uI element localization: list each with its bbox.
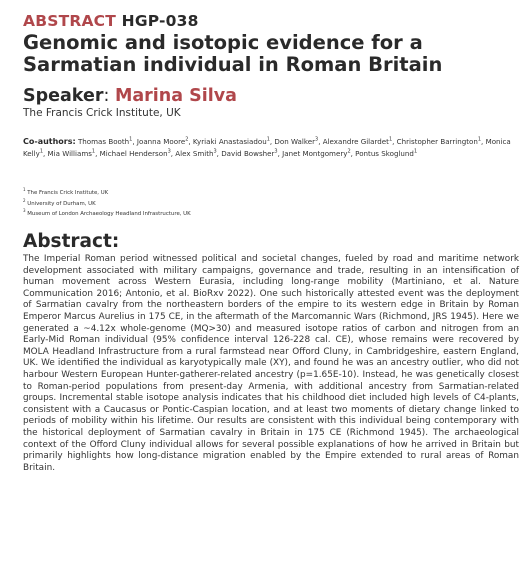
coauthor-names: Thomas Booth$^1$, Joanna Moore$^2$, Kyriaki Anastasiadou$^1$, Don Walker$^3$, Alexandre Gilardet$^1$, Christopher Barrington$^1$, Monica Kelly$^1$, Mia Williams$^1$, Michael Henderson$^3$, Alex Smith$^3$, David Bowsher$^3$, Janet Montgomery$^2$, Pontus Skoglund$^1$ — [23, 136, 511, 158]
coauthor — [221, 149, 277, 158]
coauthor — [175, 149, 216, 158]
coauthor-affiliation-marker: 3 — [315, 136, 319, 143]
coauthor-affiliation-marker: 1 — [39, 148, 43, 155]
coauthor-name: Alex Smith — [175, 149, 214, 158]
footnote-text: The Francis Crick Institute, UK — [25, 190, 109, 196]
coauthor — [355, 149, 417, 158]
paper-title — [23, 32, 518, 76]
abstract-heading: Abstract: — [23, 231, 120, 252]
coauthor-affiliation-marker: 3 — [213, 148, 217, 155]
coauthor — [323, 137, 392, 146]
coauthor-name: Christopher Barrington — [396, 137, 478, 146]
coauthor-name: Michael Henderson — [99, 149, 168, 158]
speaker-line — [23, 86, 237, 106]
coauthor-affiliation-marker: 1 — [266, 136, 270, 143]
coauthor — [397, 137, 481, 146]
footnote-number: 3 — [23, 208, 26, 214]
footnote — [23, 188, 191, 199]
footnote-number: 1 — [23, 187, 26, 193]
coauthor-affiliation-marker: 3 — [274, 148, 278, 155]
speaker-name: Marina Silva — [114, 86, 237, 106]
coauthor-affiliation-marker: 2 — [347, 148, 351, 155]
footnote — [23, 209, 191, 220]
coauthor — [48, 149, 96, 158]
paper-title-line-1: Genomic and isotopic evidence for a — [23, 31, 423, 54]
coauthor — [78, 137, 132, 146]
coauthor-affiliation-marker: 3 — [167, 148, 171, 155]
coauthor-name: Monica Kelly — [23, 137, 511, 158]
coauthor-name: Alexandre Gilardet — [322, 137, 389, 146]
paper-title-line-2: Sarmatian individual in Roman Britain — [23, 53, 443, 76]
footnote-text: University of Durham, UK — [25, 200, 96, 207]
coauthor-name: Janet Montgomery — [282, 149, 348, 158]
coauthor-name: Thomas Booth — [77, 137, 130, 146]
coauthor-affiliation-marker: 1 — [91, 148, 96, 155]
speaker-label: Speaker — [23, 86, 104, 106]
abstract-code: HGP-038 — [121, 12, 199, 30]
footnote-text: Museum of London Archaeology Headland Infrastructure, UK — [25, 211, 191, 217]
coauthor-name: David Bowsher — [221, 149, 275, 158]
speaker-affiliation: The Francis Crick Institute, UK — [23, 107, 181, 119]
coauthor — [100, 149, 171, 158]
affiliation-footnotes — [23, 188, 191, 220]
coauthor-affiliation-marker: 1 — [129, 136, 133, 143]
abstract-body: The Imperial Roman period witnessed political and societal changes, fueled by road and maritime network development associated with military campaigns, governance and trade, resulting in an intensification of human movement across Western Eurasia, including long-range mobility (Martiniano, et al. Nature Communication 2016; Antonio, et al. BioRxv 2022). One such historically attested event was the deployment of Sarmatian cavalry from the northeastern borders of the empire to its western edge in Britain by Roman Emperor Marcus Aurelius in 175 CE, in the aftermath of the Marcomannic Wars (Richmond, JRS 1945). Here we generated a ~4.12x whole-genome (MQ>30) and measured isotope ratios of carbon and nitrogen from an Early-Mid Roman individual (95% confidence interval 126-228 cal. CE), whose remains were recovered by MOLA Headland Infrastructure from a rural farmstead near Offord Cluny, in Cambridgeshire, eastern England, UK. We identified the individual as karyotypically male (XY), and found he was an ancestry outlier, who did not harbour Western European Hunter-gatherer-related ancestry (p=1.65E-10). Instead, he was genetically closest to Roman-period populations from present-day Armenia, with additional ancestry from Sarmatian-related groups. Incremental stable isotope analysis indicates that his childhood diet included high levels of C4-plants, consistent with a Caucasus or Pontic-Caspian location, and at least two moments of dietary change linked to periods of mobility within his lifetime. Our results are consistent with this individual being contemporary with the historical deployment of Sarmatian cavalry in Britain in 175 CE (Richmond 1945). The archaeological context of the Offord Cluny individual allows for several possible explanations of how he arrived in Britain but primarily highlights how long-distance migration enabled by the Empire extended to rural areas of Roman Britain. — [23, 254, 519, 473]
coauthor-name: Joanna Moore — [136, 137, 186, 146]
coauthors-list — [23, 136, 521, 160]
coauthor-affiliation-marker: 1 — [477, 136, 482, 143]
coauthor-affiliation-marker: 2 — [185, 136, 189, 143]
coauthor — [137, 137, 189, 146]
coauthor-affiliation-marker: 1 — [388, 136, 393, 143]
speaker-colon: : — [103, 86, 115, 106]
coauthor — [193, 137, 270, 146]
coauthor-name: Kyriaki Anastasiadou — [192, 137, 267, 146]
abstract-label: ABSTRACT — [23, 12, 117, 30]
footnote — [23, 199, 191, 210]
abstract-id-line — [23, 12, 518, 31]
coauthor — [274, 137, 318, 146]
coauthor — [282, 149, 351, 158]
coauthor-name: Don Walker — [274, 137, 315, 146]
coauthor-name: Mia Williams — [47, 149, 92, 158]
coauthor-name: Pontus Skoglund — [355, 149, 414, 158]
coauthors-label: Co-authors: — [23, 137, 76, 146]
coauthor-affiliation-marker: 1 — [413, 148, 418, 155]
abstract-header — [23, 12, 518, 76]
footnote-number: 2 — [23, 197, 26, 203]
